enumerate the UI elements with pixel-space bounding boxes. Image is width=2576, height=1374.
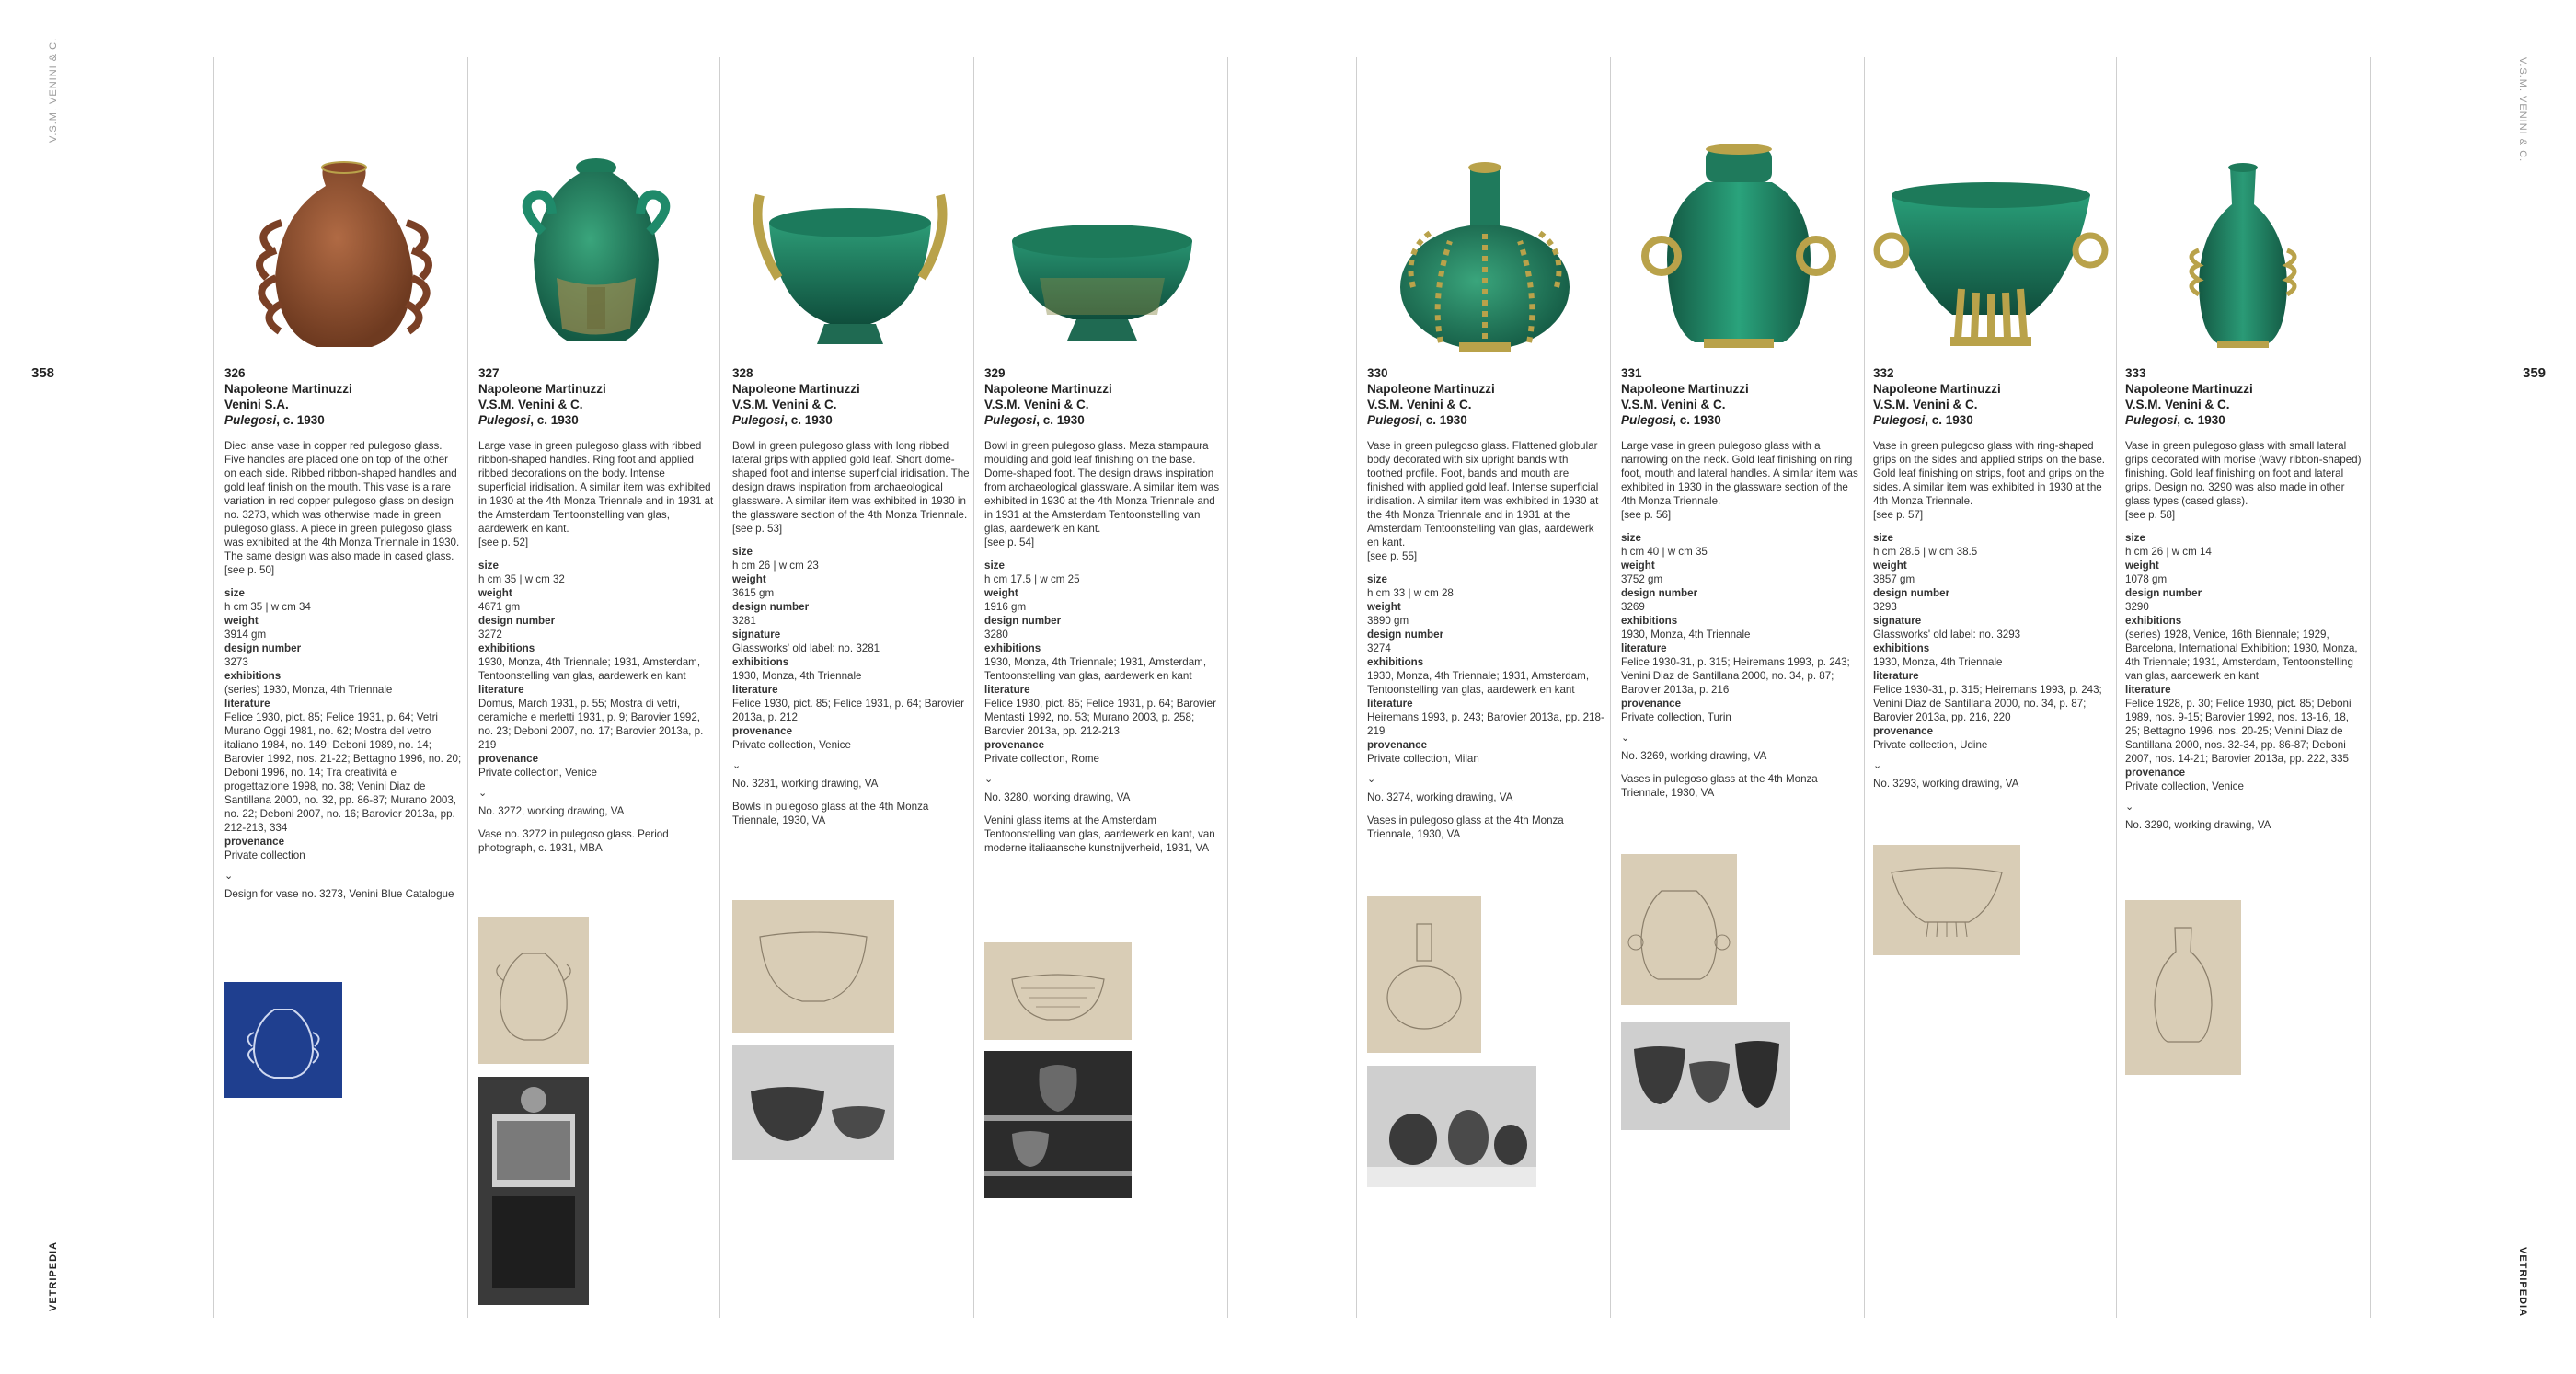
vase-photo	[2125, 94, 2363, 398]
spec-value: (series) 1930, Monza, 4th Triennale	[224, 684, 393, 696]
spec-key: weight	[1621, 560, 1655, 572]
maker-name: V.S.M. Venini & C.	[1621, 398, 1726, 411]
spec-key: size	[478, 560, 499, 572]
chevron-down-icon: ⌄	[1621, 733, 1630, 744]
entry-number: 329	[984, 366, 1006, 380]
spec-value: h cm 33 | w cm 28	[1367, 587, 1454, 599]
spec-key: size	[2125, 532, 2145, 544]
chevron-down-icon: ⌄	[1367, 774, 1376, 785]
spec-key: weight	[224, 615, 259, 627]
spec-list	[224, 586, 462, 862]
working-drawing	[732, 900, 894, 1033]
spec-key: signature	[1873, 615, 1922, 627]
vase-photo	[224, 94, 462, 398]
description: Bowl in green pulegoso glass with long ribbed lateral grips with applied gold leaf. Short dome-shaped foot and intense superficial iridisation. The design draws inspiration from archaeological glassware. A similar item was exhibited in 1930 in the glassware section of the 4th Monza Triennale.	[732, 440, 970, 521]
spec-key: exhibitions	[2125, 615, 2182, 627]
date: , c. 1930	[2177, 413, 2225, 427]
spec-key: weight	[984, 587, 1018, 599]
page-reference: [see p. 52]	[478, 537, 529, 548]
gutter-rule	[1356, 57, 1357, 1318]
catalogue-entry-332	[1873, 57, 2110, 1318]
spec-value: 3914 gm	[224, 629, 267, 641]
catalogue-entry-333	[2125, 57, 2363, 1318]
entry-number: 332	[1873, 366, 1894, 380]
spec-value: (series) 1928, Venice, 16th Biennale; 1929, Barcelona, International Exhibition; 1930, Monza, 4th Triennale; 1931, Amsterdam, Tentoonstelling van glas, aardewerk en kant	[2125, 629, 2358, 682]
spec-key: provenance	[1621, 698, 1682, 710]
spec-value: Felice 1930-31, p. 315; Heiremans 1993, p. 243; Venini Diaz de Santillana 2000, no. 34, p. 87; Barovier 2013a, p. 216	[1621, 656, 1850, 696]
page-number-right: 359	[2523, 365, 2547, 381]
spec-value: 1930, Monza, 4th Triennale; 1931, Amsterdam, Tentoonstelling van glas, aardewerk en kant	[984, 656, 1207, 682]
spec-key: exhibitions	[1873, 642, 1930, 654]
spec-key: size	[224, 587, 245, 599]
page-reference: [see p. 57]	[1873, 509, 1924, 521]
description: Vase in green pulegoso glass with ring-shaped grips on the sides and applied strips on the base. Gold leaf finishing on strips, foot and grips on the sides. A similar item was exhibited in 1930 at the 4th Monza Triennale.	[1873, 440, 2106, 507]
spec-list	[732, 545, 970, 752]
vase-photo	[478, 94, 716, 398]
maker-name: V.S.M. Venini & C.	[1367, 398, 1472, 411]
figure-caption: No. 3290, working drawing, VA	[2125, 819, 2271, 831]
vase-photo	[1873, 94, 2110, 398]
figure-caption: Venini glass items at the Amsterdam Tentoonstelling van glas, aardewerk en kant, van moderne italiaansche kunstnijverheid, 1931, VA	[984, 814, 1215, 854]
spec-key: design number	[224, 642, 302, 654]
spec-key: size	[732, 546, 753, 558]
date: , c. 1930	[1673, 413, 1721, 427]
spec-value: 3281	[732, 615, 756, 627]
chevron-down-icon: ⌄	[2125, 802, 2134, 813]
spec-value: 1930, Monza, 4th Triennale	[1873, 656, 2003, 668]
working-drawing	[1367, 896, 1481, 1053]
figure-caption: Design for vase no. 3273, Venini Blue Catalogue	[224, 888, 454, 900]
spec-list	[1873, 531, 2110, 752]
spec-key: design number	[2125, 587, 2202, 599]
spec-value: 1078 gm	[2125, 573, 2168, 585]
exhibition-photograph	[984, 1051, 1132, 1198]
working-drawing	[2125, 900, 2241, 1075]
figure-caption: No. 3274, working drawing, VA	[1367, 791, 1513, 803]
designer-name: Napoleone Martinuzzi	[2125, 382, 2253, 396]
designer-name: Napoleone Martinuzzi	[1621, 382, 1749, 396]
column-rule	[719, 57, 720, 1318]
spec-list	[1621, 531, 1858, 724]
figure-caption: No. 3293, working drawing, VA	[1873, 778, 2019, 790]
series-name: Pulegosi	[1873, 413, 1926, 427]
spec-value: Glassworks' old label: no. 3293	[1873, 629, 2021, 641]
chevron-down-icon: ⌄	[1873, 760, 1882, 771]
date: , c. 1930	[784, 413, 833, 427]
spec-list	[984, 559, 1222, 766]
chevron-down-icon: ⌄	[732, 760, 742, 771]
spec-list	[2125, 531, 2363, 793]
spec-key: provenance	[984, 739, 1045, 751]
description: Large vase in green pulegoso glass with a narrowing on the neck. Gold leaf finishing on ring foot, mouth and lateral handles. A similar item was exhibited in 1930 in the glassware section of the 4th Monza Triennale.	[1621, 440, 1858, 507]
page-reference: [see p. 54]	[984, 537, 1035, 548]
description: Vase in green pulegoso glass. Flattened globular body decorated with six upright bands with toothed profile. Foot, bands and mouth are finished with applied gold leaf. Intense superficial iridisation. A similar item was exhibited in 1930 at the 4th Monza Triennale and in 1931 at the Amsterdam Tentoonstelling van glas, aardewerk en kant.	[1367, 440, 1599, 548]
spec-value: Felice 1930, pict. 85; Felice 1931, p. 64; Vetri Murano Oggi 1981, no. 62; Mostra del vetro italiano 1984, no. 149; Deboni 1989, no. 14; Barovier 1992, nos. 21-22; Bettagno 1996, no. 20; Deboni 1996, no. 14; Tra creatività e progettazione 1998, no. 38; Venini Diaz de Santillana 2000, no. 32, pp. 86-87; Murano 2003, no. 22; Deboni 2007, no. 16; Barovier 2013a, pp. 212-213, 334	[224, 711, 462, 834]
running-foot-right: VETRIPEDIA	[2517, 1247, 2528, 1318]
spec-key: provenance	[732, 725, 793, 737]
spec-key: literature	[732, 684, 778, 696]
spec-key: exhibitions	[1367, 656, 1424, 668]
catalogue-entry-330	[1367, 57, 1604, 1318]
spec-value: Private collection, Milan	[1367, 753, 1479, 765]
spec-value: 3273	[224, 656, 248, 668]
spec-value: h cm 17.5 | w cm 25	[984, 573, 1080, 585]
spec-key: provenance	[1367, 739, 1428, 751]
spec-value: 3272	[478, 629, 502, 641]
spec-key: design number	[1873, 587, 1950, 599]
working-drawing	[1873, 845, 2020, 955]
figure-caption: No. 3281, working drawing, VA	[732, 778, 879, 790]
bowl-photo	[732, 94, 970, 398]
spec-key: weight	[1367, 601, 1401, 613]
period-photograph	[478, 1077, 589, 1305]
spec-key: size	[1873, 532, 1893, 544]
vase-photo	[1621, 94, 1858, 398]
spec-key: provenance	[224, 836, 285, 848]
figure-caption: Bowls in pulegoso glass at the 4th Monza Triennale, 1930, VA	[732, 801, 929, 826]
spec-value: h cm 26 | w cm 14	[2125, 546, 2212, 558]
date: , c. 1930	[1419, 413, 1467, 427]
spec-key: literature	[478, 684, 524, 696]
designer-name: Napoleone Martinuzzi	[224, 382, 352, 396]
figure-caption: No. 3272, working drawing, VA	[478, 805, 625, 817]
spec-value: Private collection, Udine	[1873, 739, 1988, 751]
series-name: Pulegosi	[224, 413, 277, 427]
exhibition-photograph	[1621, 1022, 1790, 1130]
series-name: Pulegosi	[478, 413, 531, 427]
date: , c. 1930	[276, 413, 325, 427]
spec-key: exhibitions	[984, 642, 1041, 654]
maker-name: Venini S.A.	[224, 398, 289, 411]
spec-key: literature	[1621, 642, 1667, 654]
spec-key: weight	[478, 587, 512, 599]
working-drawing	[478, 917, 589, 1064]
designer-name: Napoleone Martinuzzi	[1873, 382, 2001, 396]
figure-caption: Vases in pulegoso glass at the 4th Monza Triennale, 1930, VA	[1621, 773, 1818, 799]
date: , c. 1930	[530, 413, 579, 427]
page-reference: [see p. 53]	[732, 523, 783, 535]
spec-value: 3752 gm	[1621, 573, 1663, 585]
spec-value: 3857 gm	[1873, 573, 1915, 585]
spec-key: provenance	[1873, 725, 1934, 737]
date: , c. 1930	[1036, 413, 1085, 427]
figure-caption: Vase no. 3272 in pulegoso glass. Period photograph, c. 1931, MBA	[478, 828, 669, 854]
spec-value: h cm 35 | w cm 34	[224, 601, 311, 613]
maker-name: V.S.M. Venini & C.	[732, 398, 837, 411]
page-number-left: 358	[31, 365, 55, 381]
entry-number: 331	[1621, 366, 1642, 380]
exhibition-photograph	[1367, 1066, 1536, 1187]
spec-value: h cm 28.5 | w cm 38.5	[1873, 546, 1978, 558]
page-reference: [see p. 55]	[1367, 550, 1418, 562]
figure-caption: No. 3280, working drawing, VA	[984, 791, 1131, 803]
spec-key: design number	[1621, 587, 1698, 599]
page-reference: [see p. 58]	[2125, 509, 2176, 521]
column-rule	[973, 57, 974, 1318]
spec-key: literature	[224, 698, 270, 710]
catalogue-entry-331	[1621, 57, 1858, 1318]
spec-value: 1930, Monza, 4th Triennale	[1621, 629, 1751, 641]
entry-number: 326	[224, 366, 246, 380]
column-rule	[1864, 57, 1865, 1318]
spec-key: design number	[732, 601, 810, 613]
spec-value: 1930, Monza, 4th Triennale; 1931, Amsterdam, Tentoonstelling van glas, aardewerk en kant	[478, 656, 701, 682]
spec-key: exhibitions	[1621, 615, 1678, 627]
spec-value: Felice 1930-31, p. 315; Heiremans 1993, p. 243; Venini Diaz de Santillana 2000, no. 34, p. 87; Barovier 2013a, pp. 216, 220	[1873, 684, 2102, 723]
spec-value: 3274	[1367, 642, 1391, 654]
description: Large vase in green pulegoso glass with ribbed ribbon-shaped handles. Ring foot and applied ribbed decorations on the body. Intense superficial iridisation. A similar item was exhibited in 1930 at the 4th Monza Triennale and in 1931 at the Amsterdam Tentoonstelling van glas, aardewerk en kant.	[478, 440, 714, 535]
spec-value: 3890 gm	[1367, 615, 1409, 627]
spec-value: 3269	[1621, 601, 1645, 613]
spec-value: h cm 26 | w cm 23	[732, 560, 819, 572]
spec-key: provenance	[2125, 767, 2186, 779]
description: Vase in green pulegoso glass with small lateral grips decorated with morise (wavy ribbon-shaped) finishing. Gold leaf finishing on foot and lateral grips. Design no. 3290 was also made in other glass types (cased glass).	[2125, 440, 2362, 507]
spec-value: h cm 40 | w cm 35	[1621, 546, 1708, 558]
spec-value: Felice 1930, pict. 85; Felice 1931, p. 64; Barovier 2013a, p. 212	[732, 698, 964, 723]
series-name: Pulegosi	[732, 413, 785, 427]
catalogue-entry-326	[224, 57, 462, 1318]
spec-key: exhibitions	[224, 670, 282, 682]
spec-key: signature	[732, 629, 781, 641]
blue-catalogue-drawing	[224, 982, 342, 1098]
spec-value: 1930, Monza, 4th Triennale; 1931, Amsterdam, Tentoonstelling van glas, aardewerk en kant	[1367, 670, 1590, 696]
spec-value: h cm 35 | w cm 32	[478, 573, 565, 585]
series-name: Pulegosi	[2125, 413, 2178, 427]
running-head-left: V.S.M. VENINI & C.	[48, 37, 59, 143]
working-drawing	[984, 942, 1132, 1040]
spec-key: exhibitions	[732, 656, 789, 668]
spec-value: 4671 gm	[478, 601, 521, 613]
figure-caption: Vases in pulegoso glass at the 4th Monza Triennale, 1930, VA	[1367, 814, 1564, 840]
spec-key: literature	[1367, 698, 1413, 710]
figure-caption: No. 3269, working drawing, VA	[1621, 750, 1767, 762]
spec-key: weight	[732, 573, 766, 585]
vase-photo	[1367, 94, 1604, 398]
series-name: Pulegosi	[984, 413, 1037, 427]
chevron-down-icon: ⌄	[984, 774, 994, 785]
entry-number: 330	[1367, 366, 1388, 380]
catalogue-entry-328	[732, 57, 970, 1318]
spec-list	[1367, 572, 1604, 766]
catalogue-entry-329	[984, 57, 1222, 1318]
catalogue-entry-327	[478, 57, 716, 1318]
column-rule	[1227, 57, 1228, 1318]
spec-value: Heiremans 1993, p. 243; Barovier 2013a, pp. 218-219	[1367, 711, 1604, 737]
maker-name: V.S.M. Venini & C.	[984, 398, 1089, 411]
page-reference: [see p. 56]	[1621, 509, 1672, 521]
spec-key: design number	[478, 615, 556, 627]
spec-value: Private collection, Turin	[1621, 711, 1731, 723]
series-name: Pulegosi	[1367, 413, 1420, 427]
spec-value: Glassworks' old label: no. 3281	[732, 642, 880, 654]
exhibition-photograph	[732, 1045, 894, 1160]
spec-value: Private collection, Venice	[478, 767, 597, 779]
spec-key: literature	[1873, 670, 1919, 682]
spec-key: design number	[1367, 629, 1444, 641]
spec-key: weight	[1873, 560, 1907, 572]
spec-value: Private collection, Rome	[984, 753, 1100, 765]
designer-name: Napoleone Martinuzzi	[984, 382, 1112, 396]
spec-key: literature	[2125, 684, 2171, 696]
spec-value: Private collection, Venice	[732, 739, 851, 751]
spec-key: weight	[2125, 560, 2159, 572]
designer-name: Napoleone Martinuzzi	[478, 382, 606, 396]
spec-key: literature	[984, 684, 1030, 696]
spec-key: exhibitions	[478, 642, 535, 654]
spec-value: 3615 gm	[732, 587, 775, 599]
spec-key: size	[1367, 573, 1387, 585]
column-rule	[2116, 57, 2117, 1318]
spec-value: Felice 1928, p. 30; Felice 1930, pict. 85; Deboni 1989, nos. 9-15; Barovier 1992, nos. 13-16, 18, 25; Bettagno 1996, nos. 20-25; Venini Diaz de Santillana 2000, nos. 32-34, pp. 86-87; Deboni 2007, nos. 14-21; Barovier 2013a, pp. 222, 335	[2125, 698, 2352, 765]
chevron-down-icon: ⌄	[478, 788, 488, 799]
spec-list	[478, 559, 716, 779]
date: , c. 1930	[1925, 413, 1973, 427]
spec-value: 1916 gm	[984, 601, 1027, 613]
spec-key: size	[984, 560, 1005, 572]
running-head-right: V.S.M. VENINI & C.	[2517, 57, 2528, 163]
spec-key: design number	[984, 615, 1062, 627]
spec-value: Private collection	[224, 849, 305, 861]
column-rule	[213, 57, 214, 1318]
spec-value: 3290	[2125, 601, 2149, 613]
description: Dieci anse vase in copper red pulegoso glass. Five handles are placed one on top of the other on each side. Ribbed ribbon-shaped handles and gold leaf finish on the mouth. This vase is a rare variation in red copper pulegoso glass on design no. 3273, which was otherwise made in green pulegoso glass. A piece in green pulegoso glass was exhibited at the 4th Monza Triennale in 1930. The same design was also made in cased glass.	[224, 440, 460, 562]
designer-name: Napoleone Martinuzzi	[1367, 382, 1495, 396]
column-rule	[1610, 57, 1611, 1318]
bowl-photo	[984, 94, 1222, 398]
spec-value: 3293	[1873, 601, 1897, 613]
spec-value: Private collection, Venice	[2125, 780, 2244, 792]
series-name: Pulegosi	[1621, 413, 1673, 427]
maker-name: V.S.M. Venini & C.	[478, 398, 583, 411]
page-reference: [see p. 50]	[224, 564, 275, 576]
designer-name: Napoleone Martinuzzi	[732, 382, 860, 396]
entry-number: 328	[732, 366, 753, 380]
column-rule	[2370, 57, 2371, 1318]
running-foot-left: VETRIPEDIA	[48, 1241, 59, 1311]
spec-value: Domus, March 1931, p. 55; Mostra di vetri, ceramiche e merletti 1931, p. 9; Barovier 1992, no. 23; Deboni 2007, no. 17; Barovier 2013a, p. 219	[478, 698, 704, 751]
spec-value: 1930, Monza, 4th Triennale	[732, 670, 862, 682]
description: Bowl in green pulegoso glass. Meza stampaura moulding and gold leaf finishing on the base. Dome-shaped foot. The design draws inspiration from archaeological glassware. A similar item was exhibited in 1930 at the 4th Monza Triennale and in 1931 at the Amsterdam Tentoonstelling van glas, aardewerk en kant.	[984, 440, 1220, 535]
spec-key: provenance	[478, 753, 539, 765]
working-drawing	[1621, 854, 1737, 1005]
column-rule	[467, 57, 468, 1318]
entry-number: 327	[478, 366, 500, 380]
chevron-down-icon: ⌄	[224, 871, 234, 882]
spec-key: size	[1621, 532, 1641, 544]
spec-value: Felice 1930, pict. 85; Felice 1931, p. 64; Barovier Mentasti 1992, no. 53; Murano 2003, p. 258; Barovier 2013a, pp. 212-213	[984, 698, 1216, 737]
maker-name: V.S.M. Venini & C.	[1873, 398, 1978, 411]
maker-name: V.S.M. Venini & C.	[2125, 398, 2230, 411]
spec-value: 3280	[984, 629, 1008, 641]
entry-number: 333	[2125, 366, 2146, 380]
